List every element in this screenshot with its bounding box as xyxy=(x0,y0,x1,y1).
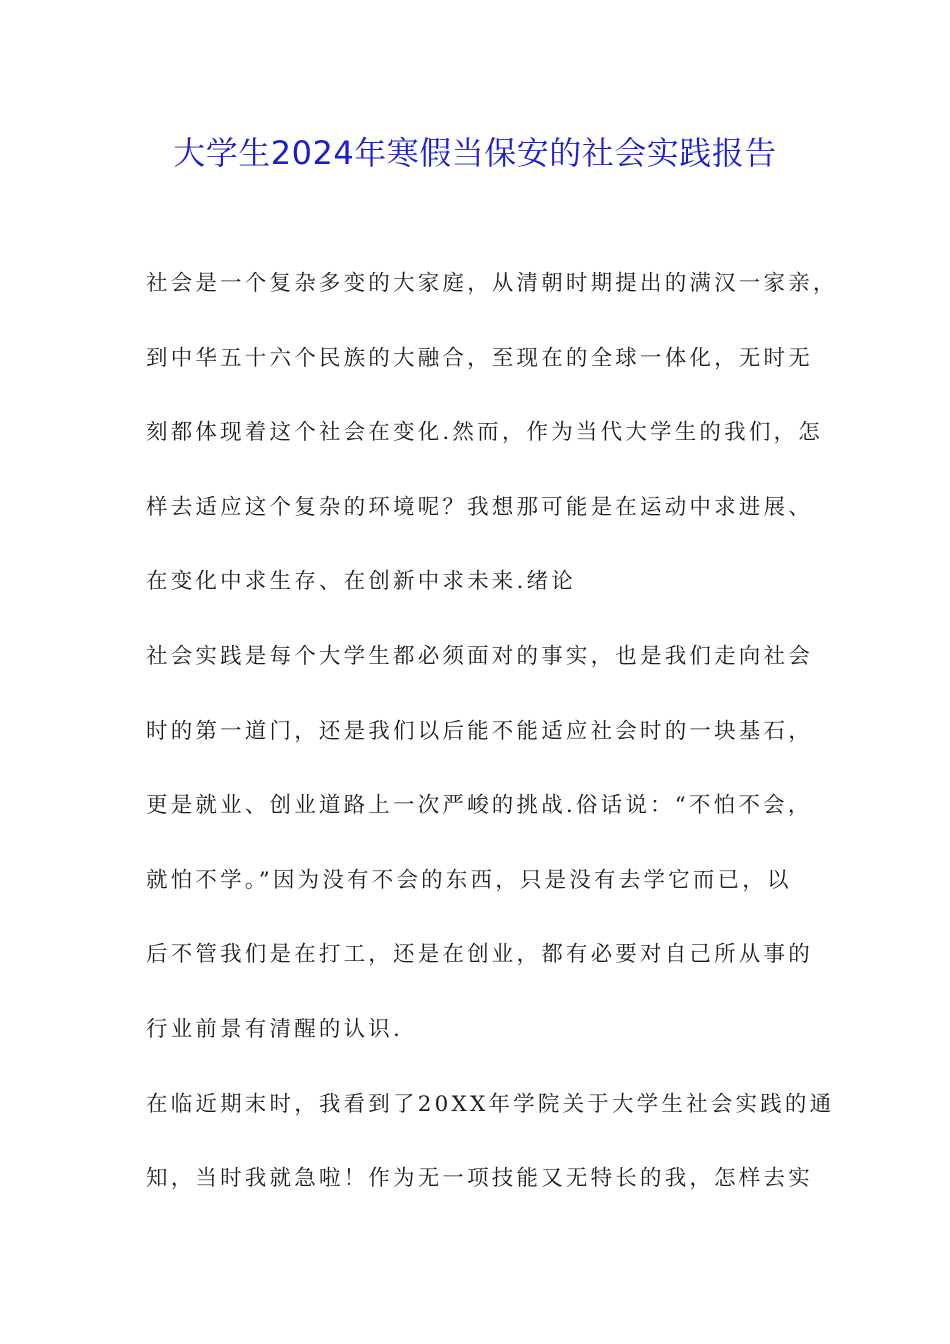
body-line: 社会实践是每个大学生都必须面对的事实，也是我们走向社会 xyxy=(146,643,813,669)
body-line: 刻都体现着这个社会在变化.然而，作为当代大学生的我们，怎 xyxy=(146,420,823,446)
body-line: 到中华五十六个民族的大融合，至现在的全球一体化，无时无 xyxy=(146,345,813,371)
body-line: 在临近期末时，我看到了20XX年学院关于大学生社会实践的通 xyxy=(146,1091,835,1117)
body-line: 社会是一个复杂多变的大家庭，从清朝时期提出的满汉一家亲， xyxy=(146,271,838,296)
document-title: 大学生2024年寒假当保安的社会实践报告 xyxy=(173,134,777,172)
body-line: 行业前景有清醒的认识. xyxy=(146,1016,404,1042)
body-line: 后不管我们是在打工，还是在创业，都有必要对自己所从事的 xyxy=(146,942,813,968)
body-line: 更是就业、创业道路上一次严峻的挑战.俗话说：“不怕不会， xyxy=(146,793,813,819)
document-body xyxy=(146,264,838,1234)
body-line: 在变化中求生存、在创新中求未来.绪论 xyxy=(146,569,576,595)
body-line: 就怕不学。”因为没有不会的东西，只是没有去学它而已，以 xyxy=(146,867,792,893)
body-line: 样去适应这个复杂的环境呢？我想那可能是在运动中求进展、 xyxy=(146,494,813,520)
body-line: 知，当时我就急啦！作为无一项技能又无特长的我，怎样去实 xyxy=(146,1166,813,1192)
body-line: 时的第一道门，还是我们以后能不能适应社会时的一块基石， xyxy=(146,718,813,744)
